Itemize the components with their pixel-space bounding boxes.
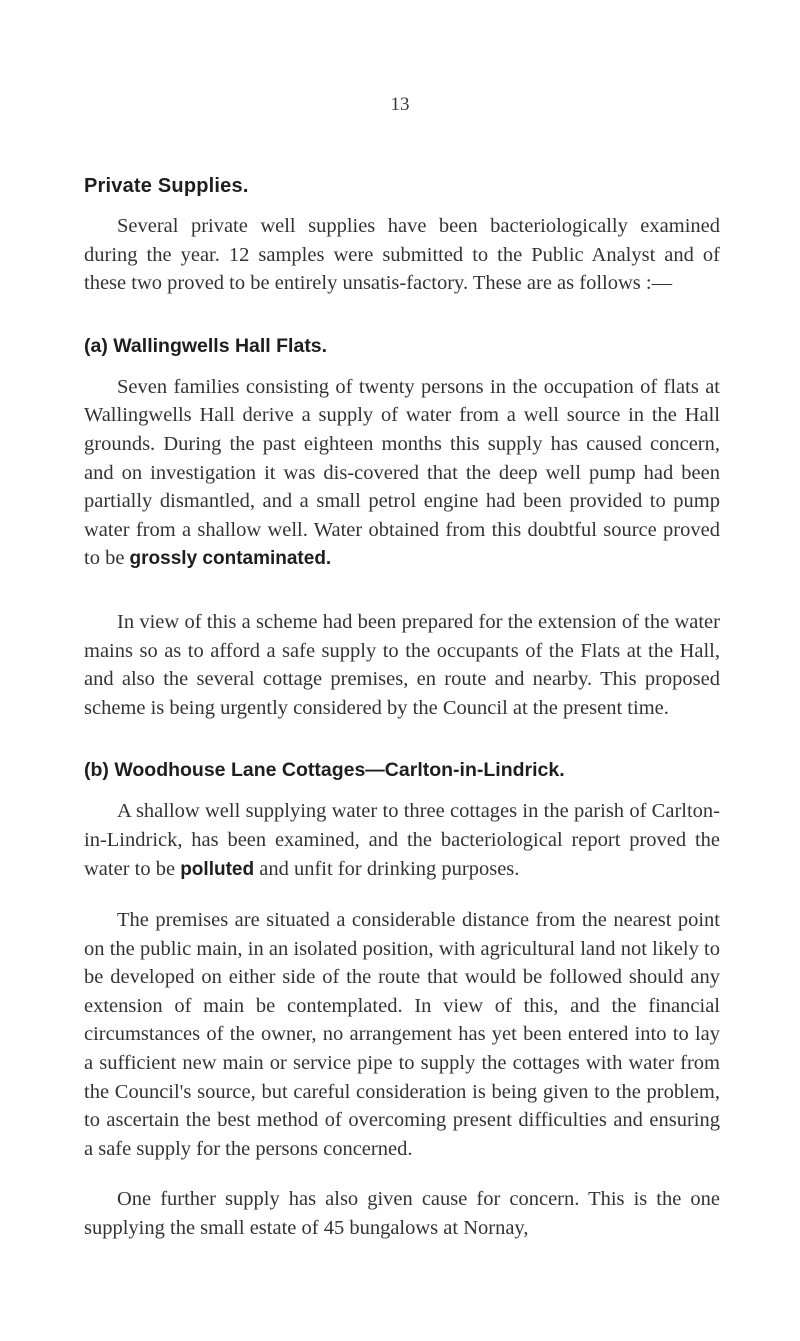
subsection-a-paragraph-1-text: Seven families consisting of twenty persons in the occupation of flats at Wallingwells Hall derive a supply of water from a well source in the Hall grounds. During the past eighteen months this supply has caused concern, and on investigation it was dis-covered that the deep well pump had been partially dismantled, and a small petrol engine had been provided to pump water from a shallow well. Water obtained from this doubtful source proved to be <box>84 375 720 570</box>
section-heading: Private Supplies. <box>84 175 249 197</box>
contaminated-emphasis: grossly contaminated. <box>129 548 332 570</box>
subsection-a-heading: (a) Wallingwells Hall Flats. <box>84 334 328 357</box>
polluted-emphasis: polluted <box>180 858 255 880</box>
page-content <box>84 172 720 1243</box>
page-number: 13 <box>390 94 410 115</box>
subsection-b-paragraph-3: One further supply has also given cause for concern. This is the one supplying the small estate of 45 bungalows at Nornay, <box>84 1188 720 1240</box>
subsection-b-paragraph-1-before: A shallow well supplying water to three cottages in the parish of Carlton-in-Lindrick, has been examined, and the bacteriological report proved the water to be <box>84 800 720 880</box>
intro-paragraph: Several private well supplies have been bacteriologically examined during the year. 12 samples were submitted to the Public Analyst and of these two proved to be entirely unsatis-factory. These are as follows :— <box>84 215 720 295</box>
subsection-b-heading: (b) Woodhouse Lane Cottages—Carlton-in-Lindrick. <box>84 759 565 782</box>
subsection-b-paragraph-1-after: and unfit for drinking purposes. <box>254 857 520 880</box>
subsection-b-paragraph-2: The premises are situated a considerable distance from the nearest point on the public main, in an isolated position, with agricultural land not likely to be developed on either side of the route that would be followed should any extension of main be contemplated. In view of this, and the financial circumstances of the owner, no arrangement has yet been entered into to lay a sufficient new main or service pipe to supply the cottages with water from the Council's source, but careful consideration is being given to the problem, to ascertain the best method of overcoming present difficulties and ensuring a safe supply for the persons concerned. <box>84 909 720 1160</box>
subsection-b-paragraph-1 <box>84 797 720 884</box>
subsection-a-paragraph-1 <box>84 373 720 574</box>
subsection-a-paragraph-2: In view of this a scheme had been prepared for the extension of the water mains so as to afford a safe supply to the occupants of the Flats at the Hall, and also the several cottage premises, en route and nearby. This proposed scheme is being urgently considered by the Council at the present time. <box>84 610 720 719</box>
